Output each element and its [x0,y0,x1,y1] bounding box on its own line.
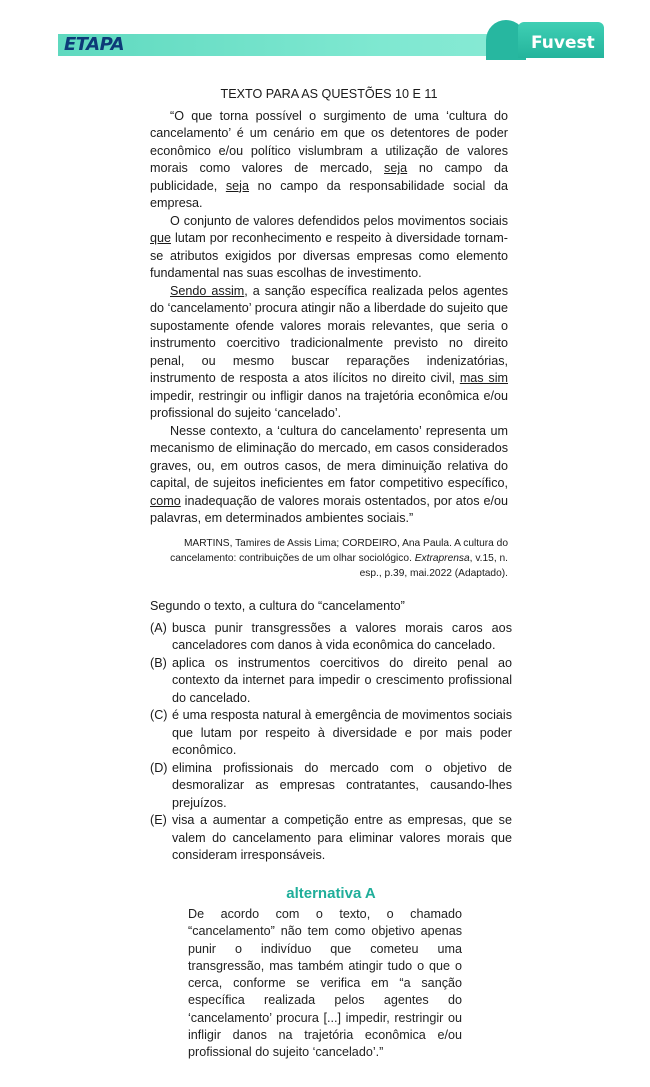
option-text: aplica os instrumentos coercitivos do direito penal ao contexto da internet para impedir o crescimento profissional do cancelado. [172,655,512,705]
underlined-term: como [150,493,181,508]
journal-name: Extraprensa [414,552,470,564]
option-a [150,620,512,655]
underlined-term: mas sim [459,371,508,385]
page-header [0,0,650,64]
question [150,598,512,865]
option-letter: (B) [150,655,167,670]
option-c [150,707,512,760]
underlined-term: Sendo assim [170,283,245,298]
underlined-term: seja [225,178,249,193]
underlined-term: seja [384,161,408,175]
etapa-logo: ETAPA [64,34,125,55]
source-citation: MARTINS, Tamires de Assis Lima; CORDEIRO, Ana Paula. A cultura do cancelamento: contribuições de um olhar sociológico. Extraprensa, v.15, n. esp., p.39, mai.2022 (Adaptado). [170,537,508,579]
option-letter: (A) [150,620,167,635]
passage [150,86,508,581]
passage-paragraph-2: O conjunto de valores defendidos pelos movimentos sociais que lutam por reconhecimento e respeito à diversidade tornam-se atributos exigidos por diversas empresas como elemento fundamental nas suas escolhas de investimento. [150,213,508,280]
option-text: elimina profissionais do mercado com o objetivo de desmoralizar as empresas contratantes, causando-lhes prejuízos. [172,760,512,810]
option-letter: (E) [150,813,167,827]
section-title: TEXTO PARA AS QUESTÕES 10 E 11 [220,87,438,101]
option-e [150,812,512,865]
option-letter: (C) [150,708,168,722]
option-text: visa a aumentar a competição entre as empresas, que se valem do cancelamento para eliminar valores morais que consideram irresponsáveis. [172,813,512,862]
option-text: busca punir transgressões a valores morais caros aos canceladores com danos à vida econômica do cancelado. [172,620,512,652]
option-b [150,655,512,708]
question-stem: Segundo o texto, a cultura do “cancelamento” [150,599,405,613]
answer-explanation: De acordo com o texto, o chamado “cancelamento” não tem como objetivo apenas punir o indivíduo que cometeu uma transgressão, mas também atingir tudo o que o cerca, conforme se verifica em “a sanção específica realizada pelos agentes do ‘cancelamento’ procura [...] impedir, restringir ou infligir danos na trajetória econômica e/ou profissional do sujeito ‘cancelado’.” [188,907,462,1060]
passage-paragraph-1: “O que torna possível o surgimento de uma ‘cultura do cancelamento’ é um cenário em que os detentores de poder econômico e/ou político vislumbram a utilização de valores morais como valores de mercado, seja no campo da publicidade, seja no campo da responsabilidade social da empresa. [150,108,508,210]
option-text: é uma resposta natural à emergência de movimentos sociais que lutam por respeito à diversidade e por mais poder econômico. [172,708,512,757]
option-d [150,760,512,813]
passage-paragraph-3: Sendo assim, a sanção específica realizada pelos agentes do ‘cancelamento’ procura atingir não a liberdade do sujeito que supostamente ofende valores morais relevantes, que seria o instrumento coercitivo tradicionalmente previsto no direito penal, ou mesmo buscar reparações indenizatórias, instrumento de resposta a atos ilícitos no direito civil, mas sim impedir, restringir ou infligir danos na trajetória econômica e/ou profissional do sujeito ‘cancelado’. [150,283,508,420]
answer-title: alternativa A [286,885,376,902]
passage-paragraph-4: Nesse contexto, a ‘cultura do cancelamento’ representa um mecanismo de eliminação do mercado, em casos considerados graves, ou, em outros casos, de mera diminuição relativa do capital, de sujeitos ineficientes em fator competitivo específico, como inadequação de valores morais ostentados, por atos e/ou palavras, em determinados ambientes sociais.” [150,423,508,525]
exam-name: Fuvest [531,33,595,53]
option-letter: (D) [150,760,168,775]
underlined-term: que [150,231,172,245]
